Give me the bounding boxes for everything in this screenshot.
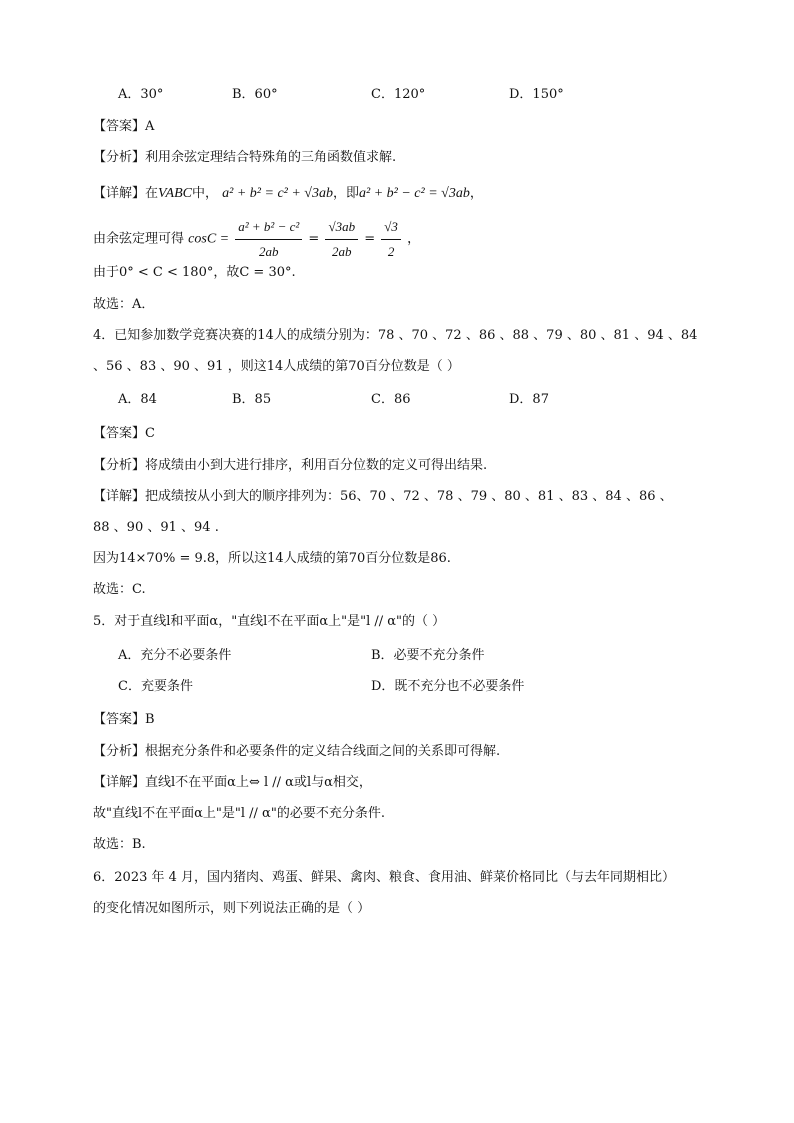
q5-option-a: A．充分不必要条件	[118, 648, 232, 663]
detail-tag: 【详解】	[93, 775, 146, 790]
detail-text: 直线l不在平面α上⇔ l // α或l与α相交，	[145, 775, 372, 790]
q5-detail-line	[93, 774, 372, 792]
q4-option-a: A．84	[118, 392, 157, 407]
cosine-prefix: 由余弦定理可得	[93, 231, 185, 247]
q3-range-line: 由于0° < C < 180°，故C = 30°.	[93, 265, 296, 280]
fraction-2-numerator: √3ab	[325, 216, 358, 240]
analysis-text: 将成绩由小到大进行排序，利用百分位数的定义可得出结果.	[145, 458, 488, 473]
detail-tag: 【详解】	[93, 489, 146, 504]
fraction-3-denominator: 2	[387, 244, 395, 259]
fraction-2	[325, 216, 358, 263]
q3-analysis-line	[93, 149, 396, 167]
equation-1: a² + b² = c² + √3ab	[222, 186, 333, 201]
answer-value: C	[145, 426, 155, 441]
analysis-tag: 【分析】	[93, 150, 146, 165]
q3-option-c: C．120°	[371, 87, 426, 102]
q4-answer-line	[93, 425, 155, 443]
q5-option-c: C．充要条件	[118, 679, 193, 694]
q5-conclusion: 故"直线l不在平面α上"是"l // α"的必要不充分条件.	[93, 806, 385, 821]
q3-option-d: D．150°	[509, 87, 564, 102]
answer-tag: 【答案】	[93, 426, 146, 441]
q5-option-b: B．必要不充分条件	[371, 648, 485, 663]
q4-stem-line-1: 4．已知参加数学竞赛决赛的14人的成绩分别为：78 、70 、72 、86 、88 、79 、80 、81 、94 、84	[93, 328, 698, 343]
q5-analysis-line	[93, 743, 500, 761]
detail-prefix: 在	[145, 186, 159, 201]
q3-cosine-line	[93, 216, 420, 263]
q4-stem-line-2: 、56 、83 、90 、91 ，则这14人成绩的第70百分位数是（ ）	[93, 359, 460, 374]
detail-end: ，	[469, 186, 483, 201]
q4-option-b: B．85	[232, 392, 272, 407]
q3-choose-line: 故选：A．	[93, 297, 155, 312]
q4-analysis-line	[93, 457, 487, 475]
q5-stem: 5．对于直线l和平面α，"直线l不在平面α上"是"l // α"的（ ）	[93, 614, 446, 629]
fraction-3-numerator: √3	[381, 216, 401, 240]
answer-value: B	[145, 712, 155, 727]
analysis-text: 利用余弦定理结合特殊角的三角函数值求解.	[145, 150, 397, 165]
fraction-1-denominator: 2ab	[259, 244, 279, 259]
analysis-tag: 【分析】	[93, 744, 146, 759]
detail-text: 把成绩按从小到大的顺序排列为：56、70 、72 、78 、79 、80 、81 、83 、84 、86 、	[145, 489, 673, 504]
q4-option-c: C．86	[371, 392, 411, 407]
q5-choose-line: 故选：B.	[93, 837, 146, 852]
answer-tag: 【答案】	[93, 119, 146, 134]
fraction-2-denominator: 2ab	[332, 244, 352, 259]
q4-detail-line-1	[93, 488, 673, 506]
q3-option-a: A．30°	[118, 87, 164, 102]
q3-option-b: B．60°	[232, 87, 278, 102]
fraction-1-numerator: a² + b² − c²	[235, 216, 302, 240]
answer-value: A	[145, 119, 155, 134]
analysis-text: 根据充分条件和必要条件的定义结合线面之间的关系即可得解.	[145, 744, 501, 759]
q5-option-d: D．既不充分也不必要条件	[371, 679, 525, 694]
fraction-3	[381, 216, 401, 263]
cosine-lhs: cosC =	[188, 231, 230, 247]
q5-answer-line	[93, 711, 155, 729]
fraction-1	[235, 216, 302, 263]
q6-stem-line-1: 6．2023 年 4 月，国内猪肉、鸡蛋、鲜果、禽肉、粮食、食用油、鲜菜价格同比（与去年同期相比）	[93, 870, 676, 885]
detail-tag: 【详解】	[93, 186, 146, 201]
equation-2: a² + b² − c² = √3ab	[359, 186, 470, 201]
equals-sign-2: =	[364, 231, 376, 247]
q4-detail-line-2: 88 、90 、91 、94 .	[93, 520, 219, 535]
equals-sign: =	[308, 231, 320, 247]
detail-join: ，即	[333, 186, 360, 201]
q6-stem-line-2: 的变化情况如图所示，则下列说法正确的是（ ）	[93, 901, 371, 916]
q4-option-d: D．87	[509, 392, 549, 407]
comma: ，	[407, 231, 421, 247]
analysis-tag: 【分析】	[93, 458, 146, 473]
answer-tag: 【答案】	[93, 712, 146, 727]
q3-answer-line	[93, 118, 154, 136]
q4-choose-line: 故选：C.	[93, 582, 146, 597]
q4-calc-line: 因为14×70% = 9.8，所以这14人成绩的第70百分位数是86.	[93, 551, 451, 566]
detail-mid: 中，	[192, 186, 219, 201]
triangle-name: VABC	[158, 186, 192, 201]
q3-detail-line	[93, 185, 483, 203]
